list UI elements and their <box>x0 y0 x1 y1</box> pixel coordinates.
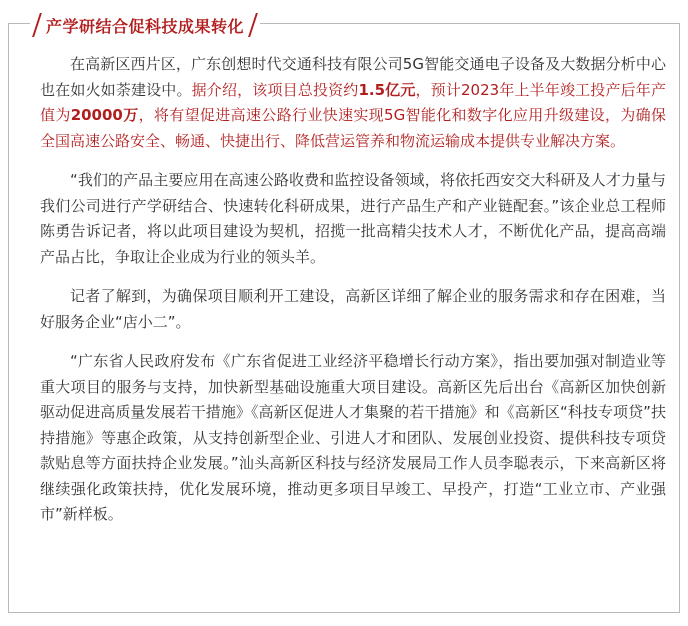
highlight-text-c: ，将有望促进高速公路行业快速实现5G智能化和数字化应用升级建设，为确保全国高速公路安全、畅通、快捷出行、降低营运管养和物流运输成本提供专业解决方案。 <box>40 106 666 150</box>
section-header <box>30 10 260 40</box>
paragraph-3: 记者了解到，为确保项目顺利开工建设，高新区详细了解企业的服务需求和存在困难，当好服务企业“店小二”。 <box>40 287 666 331</box>
title-slash-left-icon <box>32 13 42 37</box>
highlight-text-a: 据介绍，该项目总投资约 <box>191 80 359 99</box>
title-slash-right-icon <box>248 13 258 37</box>
paragraph-1-intro: 在高新区西片区，广东创想时代交通科技有限公司5G智能交通电子设备及大数据分析中心也在如火如荼建设中。 <box>40 55 666 99</box>
article-body <box>40 52 666 542</box>
investment-amount: 1.5亿元 <box>358 80 416 99</box>
annual-output-value: 20000万 <box>70 106 139 124</box>
highlight-text-b: ，预计2023年上半年竣工投产后年产值为 <box>40 80 666 124</box>
paragraph-4: “广东省人民政府发布《广东省促进工业经济平稳增长行动方案》，指出要加强对制造业等重大项目的服务与支持，加快新型基础设施重大项目建设。高新区先后出台《高新区加快创新驱动促进高质量发展若干措施》《高新区促进人才集聚的若干措施》和《高新区“科技专项贷”扶持措施》等惠企政策，从支持创新型企业、引进人才和团队、发展创业投资、提供科技专项贷款贴息等方面扶持企业发展。”汕头高新区科技与经济发展局工作人员李聪表示，下来高新区将继续强化政策扶持，优化发展环境，推动更多项目早竣工、早投产，打造“工业立市、产业强市”新样板。 <box>40 352 666 523</box>
paragraph-1 <box>40 52 666 154</box>
section-title: 产学研结合促科技成果转化 <box>46 16 245 36</box>
paragraph-2: “我们的产品主要应用在高速公路收费和监控设备领域，将依托西安交大科研及人才力量与我们公司进行产学研结合、快速转化科研成果，进行产品生产和产业链配套。”该企业总工程师陈勇告诉记者，将以此项目建设为契机，招揽一批高精尖技术人才，不断优化产品，提高高端产品占比，争取让企业成为行业的领头羊。 <box>40 171 666 266</box>
